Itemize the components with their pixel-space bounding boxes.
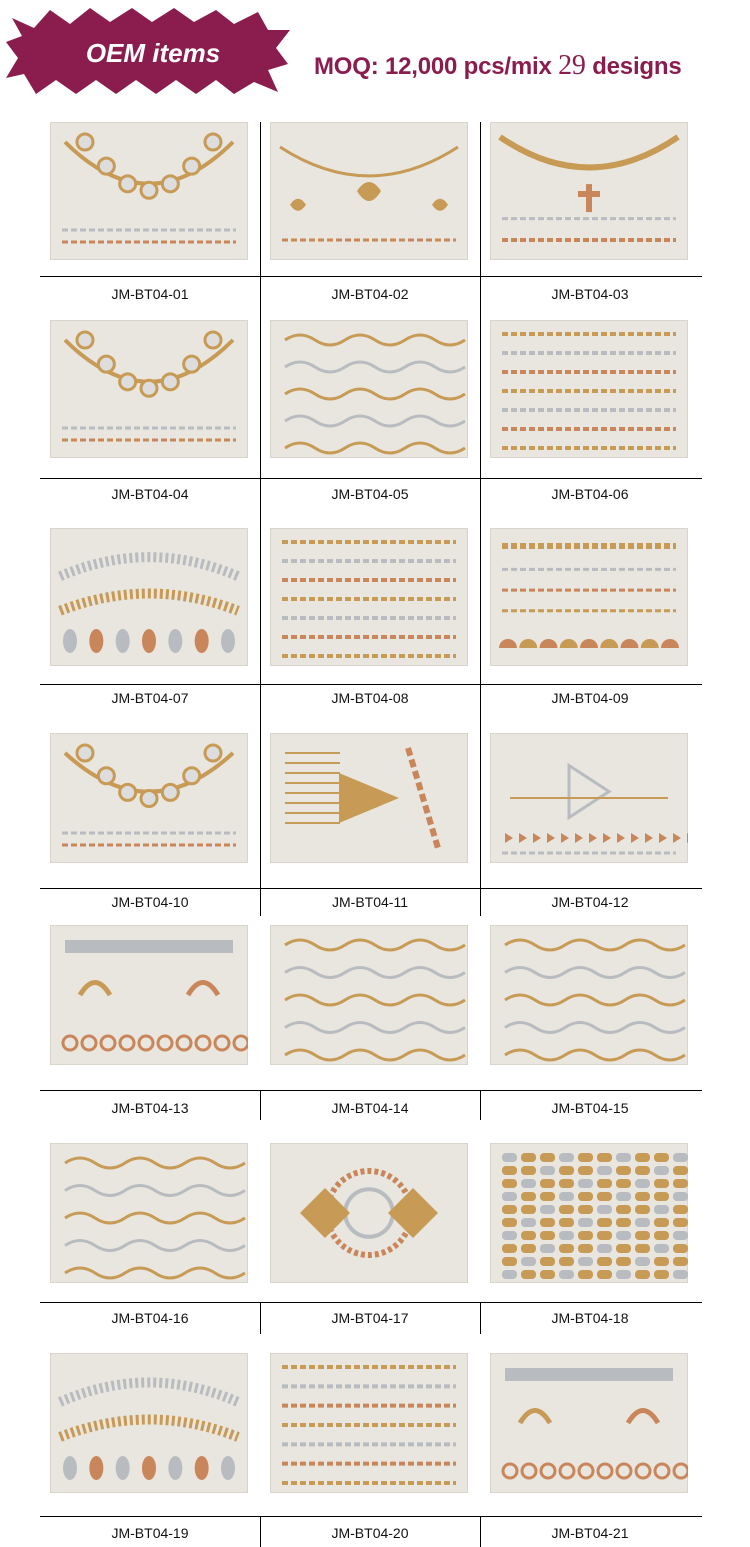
moq-prefix: MOQ: 12,000 pcs/mix — [314, 53, 559, 80]
product-code: JM-BT04-03 — [551, 286, 629, 302]
product-code: JM-BT04-05 — [331, 486, 409, 502]
product-code: JM-BT04-04 — [111, 486, 189, 502]
product-code: JM-BT04-20 — [331, 1525, 409, 1541]
product-code: JM-BT04-09 — [551, 690, 629, 706]
tattoo-sheet-image — [50, 122, 248, 260]
tattoo-sheet-image — [50, 733, 248, 863]
tattoo-sheet-image — [270, 528, 468, 666]
tattoo-sheet-image — [270, 733, 468, 863]
product-code: JM-BT04-15 — [551, 1100, 629, 1116]
tattoo-sheet-image — [50, 1353, 248, 1493]
product-code: JM-BT04-21 — [551, 1525, 629, 1541]
tattoo-sheet-image — [490, 320, 688, 458]
tattoo-sheet-image — [490, 1353, 688, 1493]
product-code: JM-BT04-02 — [331, 286, 409, 302]
product-code: JM-BT04-17 — [331, 1310, 409, 1326]
product-code: JM-BT04-12 — [551, 894, 629, 910]
product-code: JM-BT04-16 — [111, 1310, 189, 1326]
oem-badge-label: OEM items — [85, 38, 221, 68]
moq-design-count: 29 — [558, 50, 586, 81]
column-divider — [260, 1090, 261, 1120]
row-divider — [40, 1302, 702, 1303]
moq-statement — [314, 50, 682, 82]
row-divider — [40, 276, 702, 277]
row-divider — [40, 888, 702, 889]
row-divider — [40, 1516, 702, 1517]
column-divider — [480, 1090, 481, 1120]
product-code: JM-BT04-08 — [331, 690, 409, 706]
tattoo-sheet-image — [490, 528, 688, 666]
column-divider — [260, 122, 261, 916]
column-divider — [480, 1516, 481, 1547]
product-code: JM-BT04-13 — [111, 1100, 189, 1116]
product-code: JM-BT04-19 — [111, 1525, 189, 1541]
tattoo-sheet-image — [490, 733, 688, 863]
tattoo-sheet-image — [490, 925, 688, 1065]
oem-badge — [6, 8, 290, 94]
column-divider — [480, 1302, 481, 1334]
product-code: JM-BT04-14 — [331, 1100, 409, 1116]
column-divider — [260, 1516, 261, 1547]
tattoo-sheet-image — [270, 1353, 468, 1493]
column-divider — [480, 122, 481, 916]
column-divider — [260, 1302, 261, 1334]
product-code: JM-BT04-06 — [551, 486, 629, 502]
tattoo-sheet-image — [50, 320, 248, 458]
row-divider — [40, 684, 702, 685]
product-code: JM-BT04-18 — [551, 1310, 629, 1326]
tattoo-sheet-image — [270, 925, 468, 1065]
tattoo-sheet-image — [270, 320, 468, 458]
product-code: JM-BT04-10 — [111, 894, 189, 910]
moq-suffix: designs — [585, 53, 682, 80]
row-divider — [40, 478, 702, 479]
tattoo-sheet-image — [50, 528, 248, 666]
product-code: JM-BT04-01 — [111, 286, 189, 302]
product-code: JM-BT04-11 — [332, 894, 408, 910]
row-divider — [40, 1090, 702, 1091]
tattoo-sheet-image — [490, 122, 688, 260]
tattoo-sheet-image — [270, 122, 468, 260]
tattoo-sheet-image — [50, 1143, 248, 1283]
tattoo-sheet-image — [270, 1143, 468, 1283]
tattoo-sheet-image — [490, 1143, 688, 1283]
tattoo-sheet-image — [50, 925, 248, 1065]
product-code: JM-BT04-07 — [111, 690, 189, 706]
